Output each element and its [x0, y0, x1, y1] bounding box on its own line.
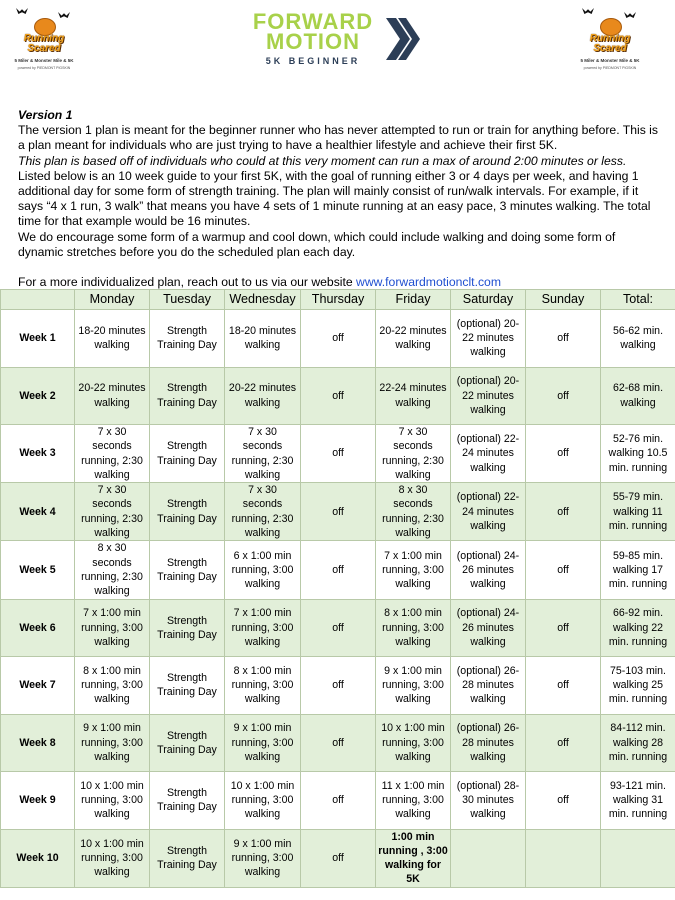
day-cell: 8 x 1:00 min running, 3:00 walking	[75, 657, 150, 715]
header-cell: Sunday	[526, 290, 601, 310]
week-cell: Week 4	[1, 483, 75, 541]
day-cell: off	[301, 425, 376, 483]
total-cell: 66-92 min. walking 22 min. running	[601, 599, 675, 657]
day-cell: 6 x 1:00 min running, 3:00 walking	[225, 541, 301, 599]
running-scared-logo-left	[12, 6, 76, 76]
total-cell: 84-112 min. walking 28 min. running	[601, 714, 675, 772]
week-cell: Week 10	[1, 829, 75, 887]
day-cell: 7 x 30 seconds running, 2:30 walking	[225, 425, 301, 483]
day-cell: 7 x 1:00 min running, 3:00 walking	[225, 599, 301, 657]
day-cell: 9 x 1:00 min running, 3:00 walking	[225, 829, 301, 887]
day-cell	[526, 829, 601, 887]
day-cell: 8 x 30 seconds running, 2:30 walking	[75, 541, 150, 599]
week-cell: Week 5	[1, 541, 75, 599]
day-cell: 7 x 1:00 min running, 3:00 walking	[75, 599, 150, 657]
day-cell: off	[301, 483, 376, 541]
day-cell: 8 x 30 seconds running, 2:30 walking	[376, 483, 451, 541]
day-cell: (optional) 24-26 minutes walking	[451, 599, 526, 657]
day-cell: off	[526, 541, 601, 599]
logo-title: Running Scared	[589, 33, 631, 54]
website-link[interactable]: www.forwardmotionclt.com	[356, 275, 501, 290]
day-cell: Strength Training Day	[150, 541, 225, 599]
header-cell: Wednesday	[225, 290, 301, 310]
table-header-row	[1, 290, 675, 310]
table-row	[1, 425, 675, 483]
day-cell: off	[526, 310, 601, 368]
table-row	[1, 310, 675, 368]
day-cell: 8 x 1:00 min running, 3:00 walking	[225, 657, 301, 715]
header-cell: Total:	[601, 290, 675, 310]
week-cell: Week 8	[1, 714, 75, 772]
day-cell: 7 x 30 seconds running, 2:30 walking	[376, 425, 451, 483]
day-cell: Strength Training Day	[150, 772, 225, 830]
table-row	[1, 714, 675, 772]
total-cell: 93-121 min. walking 31 min. running	[601, 772, 675, 830]
day-cell: (optional) 28-30 minutes walking	[451, 772, 526, 830]
day-cell: 9 x 1:00 min running, 3:00 walking	[376, 657, 451, 715]
race-day-cell: 1:00 min running , 3:00 walking for 5K	[376, 829, 451, 887]
day-cell: 7 x 30 seconds running, 2:30 walking	[75, 425, 150, 483]
logo-presenter: powered by PIEDMONT PIGSKIN	[583, 66, 637, 70]
logo-presenter: powered by PIEDMONT PIGSKIN	[17, 66, 71, 70]
day-cell: (optional) 24-26 minutes walking	[451, 541, 526, 599]
intro-paragraph: The version 1 plan is meant for the beginner runner who has never attempted to run or train for anything before. This is a plan meant for individuals who are just trying to have a healthier lifestyle and achieve their first 5K.	[18, 123, 658, 153]
day-cell: Strength Training Day	[150, 483, 225, 541]
header-cell: Friday	[376, 290, 451, 310]
week-cell: Week 9	[1, 772, 75, 830]
day-cell: 10 x 1:00 min running, 3:00 walking	[75, 772, 150, 830]
total-cell: 55-79 min. walking 11 min. running	[601, 483, 675, 541]
bat-icon	[58, 12, 70, 18]
header-cell: Saturday	[451, 290, 526, 310]
week-cell: Week 2	[1, 367, 75, 425]
page-header	[0, 0, 675, 100]
day-cell: (optional) 20-22 minutes walking	[451, 310, 526, 368]
chevron-right-icon	[384, 14, 422, 64]
table-row	[1, 483, 675, 541]
total-cell	[601, 829, 675, 887]
day-cell: 22-24 minutes walking	[376, 367, 451, 425]
header-cell: Thursday	[301, 290, 376, 310]
logo-subtitle: 5 Miler & Monster Mile & 5K	[14, 58, 74, 63]
table-row	[1, 772, 675, 830]
day-cell: 20-22 minutes walking	[75, 367, 150, 425]
day-cell: off	[526, 714, 601, 772]
total-cell: 59-85 min. walking 17 min. running	[601, 541, 675, 599]
day-cell: 20-22 minutes walking	[225, 367, 301, 425]
day-cell: Strength Training Day	[150, 599, 225, 657]
total-cell: 62-68 min. walking	[601, 367, 675, 425]
day-cell: off	[301, 657, 376, 715]
day-cell: Strength Training Day	[150, 829, 225, 887]
day-cell: off	[526, 425, 601, 483]
day-cell: (optional) 22-24 minutes walking	[451, 483, 526, 541]
logo-tagline: 5K BEGINNER	[265, 56, 361, 66]
day-cell: off	[526, 772, 601, 830]
day-cell: off	[301, 829, 376, 887]
intro-paragraph: We do encourage some form of a warmup and cool down, which could include walking and doing some form of dynamic stretches before you do the scheduled plan each day.	[18, 229, 616, 259]
day-cell: off	[301, 367, 376, 425]
bat-icon	[624, 12, 636, 18]
day-cell: 11 x 1:00 min running, 3:00 walking	[376, 772, 451, 830]
day-cell: 9 x 1:00 min running, 3:00 walking	[75, 714, 150, 772]
logo-wordmark: FORWARD MOTION	[252, 9, 374, 54]
day-cell: 10 x 1:00 min running, 3:00 walking	[75, 829, 150, 887]
bat-icon	[16, 8, 28, 14]
intro-paragraph-italic: This plan is based off of individuals who could at this very moment can run a max of around 2:00 minutes or less.	[18, 153, 627, 168]
day-cell: off	[526, 599, 601, 657]
bat-icon	[582, 8, 594, 14]
table-row	[1, 599, 675, 657]
week-cell: Week 6	[1, 599, 75, 657]
day-cell: Strength Training Day	[150, 714, 225, 772]
forward-motion-logo	[244, 9, 409, 72]
logo-subtitle: 5 Miler & Monster Mile & 5K	[580, 58, 640, 63]
week-cell: Week 3	[1, 425, 75, 483]
day-cell: (optional) 26-28 minutes walking	[451, 714, 526, 772]
week-cell: Week 7	[1, 657, 75, 715]
day-cell: off	[526, 367, 601, 425]
header-cell	[1, 290, 75, 310]
day-cell: 10 x 1:00 min running, 3:00 walking	[376, 714, 451, 772]
day-cell: off	[526, 483, 601, 541]
day-cell: 7 x 1:00 min running, 3:00 walking	[376, 541, 451, 599]
day-cell: 20-22 minutes walking	[376, 310, 451, 368]
training-plan-table	[0, 289, 675, 888]
table-row	[1, 657, 675, 715]
day-cell: 8 x 1:00 min running, 3:00 walking	[376, 599, 451, 657]
intro-paragraph: Listed below is an 10 week guide to your first 5K, with the goal of running either 3 or 4 days per week, and having 1 additional day for some form of strength training. The plan will mainly consist of run/walk intervals. For example, if it says “4 x 1 run, 3 walk” that means you have 4 sets of 1 minute running at an easy pace, 3 minutes walking. The total time for that example would be 16 minutes.	[18, 168, 651, 229]
total-cell: 52-76 min. walking 10.5 min. running	[601, 425, 675, 483]
table-row	[1, 367, 675, 425]
logo-title: Running Scared	[23, 33, 65, 54]
day-cell: off	[301, 310, 376, 368]
day-cell: off	[301, 541, 376, 599]
contact-line: For a more individualized plan, reach out to us via our website www.forwardmotionclt.com	[18, 275, 501, 290]
day-cell: 18-20 minutes walking	[75, 310, 150, 368]
day-cell: Strength Training Day	[150, 657, 225, 715]
day-cell: 7 x 30 seconds running, 2:30 walking	[225, 483, 301, 541]
day-cell: 9 x 1:00 min running, 3:00 walking	[225, 714, 301, 772]
intro-section	[18, 108, 663, 290]
version-heading: Version 1	[18, 108, 73, 122]
table-row	[1, 829, 675, 887]
week-cell: Week 1	[1, 310, 75, 368]
day-cell: Strength Training Day	[150, 425, 225, 483]
day-cell: 10 x 1:00 min running, 3:00 walking	[225, 772, 301, 830]
day-cell: (optional) 22-24 minutes walking	[451, 425, 526, 483]
day-cell: 7 x 30 seconds running, 2:30 walking	[75, 483, 150, 541]
day-cell: off	[301, 599, 376, 657]
day-cell: (optional) 26-28 minutes walking	[451, 657, 526, 715]
header-cell: Monday	[75, 290, 150, 310]
day-cell: Strength Training Day	[150, 310, 225, 368]
total-cell: 56-62 min. walking	[601, 310, 675, 368]
day-cell: (optional) 20-22 minutes walking	[451, 367, 526, 425]
table-row	[1, 541, 675, 599]
day-cell: off	[301, 714, 376, 772]
day-cell	[451, 829, 526, 887]
day-cell: 18-20 minutes walking	[225, 310, 301, 368]
total-cell: 75-103 min. walking 25 min. running	[601, 657, 675, 715]
day-cell: Strength Training Day	[150, 367, 225, 425]
running-scared-logo-right	[578, 6, 642, 76]
day-cell: off	[526, 657, 601, 715]
day-cell: off	[301, 772, 376, 830]
header-cell: Tuesday	[150, 290, 225, 310]
